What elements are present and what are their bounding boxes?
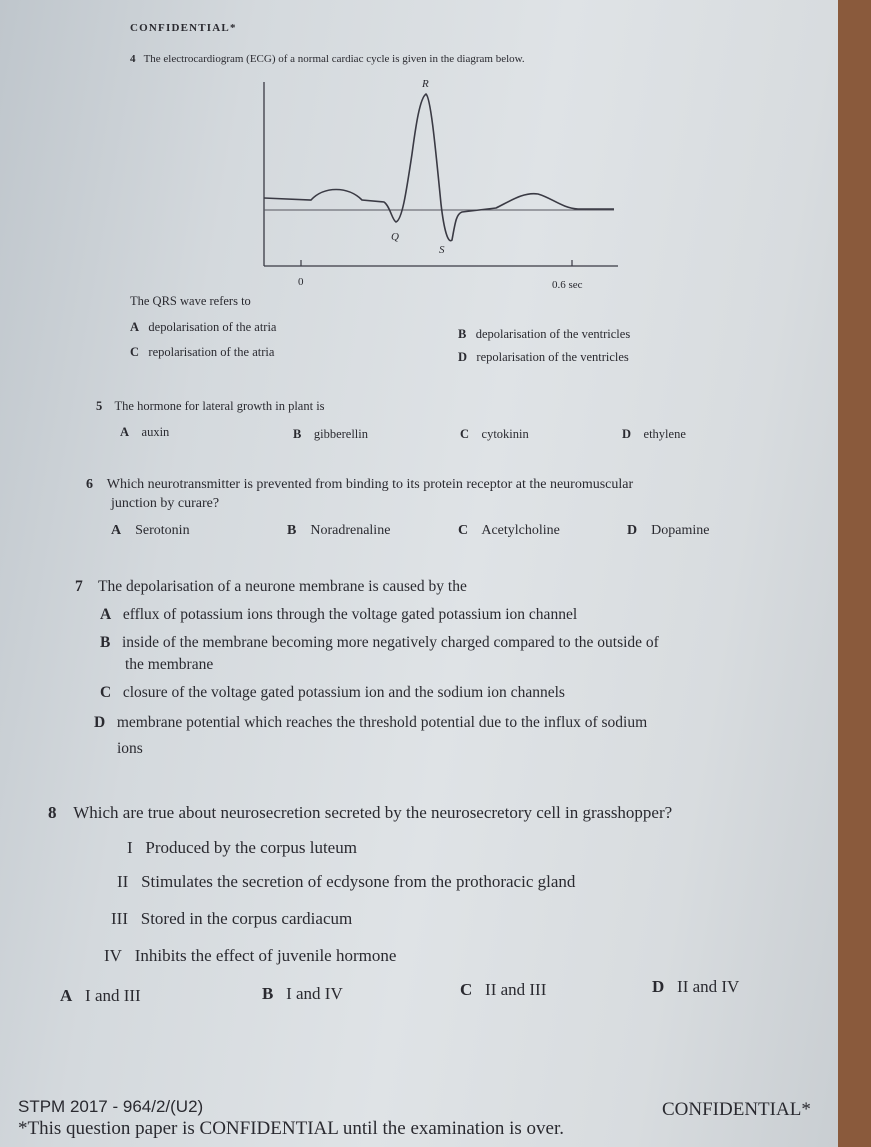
q8-statement-ii-text: Stimulates the secretion of ecdysone from the prothoracic gland bbox=[141, 872, 576, 891]
q6-option-b-text: Noradrenaline bbox=[310, 523, 391, 538]
q4-stem bbox=[130, 53, 525, 65]
q5-option-d-letter: D bbox=[622, 427, 632, 441]
q5-option-b-text: gibberellin bbox=[313, 427, 368, 441]
ecg-label-q: Q bbox=[391, 231, 399, 243]
ecg-tick-label-start: 0 bbox=[298, 276, 304, 288]
q4-option-a[interactable] bbox=[130, 320, 276, 335]
q7-option-c-text: closure of the voltage gated potassium ion and the sodium ion channels bbox=[122, 684, 565, 701]
q4-option-d-letter: D bbox=[458, 350, 468, 364]
q6-option-a-text: Serotonin bbox=[135, 523, 190, 538]
q5-option-d-text: ethylene bbox=[643, 427, 686, 441]
q6-option-a-letter: A bbox=[111, 523, 122, 538]
q8-statement-iii-numeral: III bbox=[111, 909, 128, 928]
ecg-trace bbox=[264, 94, 614, 241]
q8-option-d[interactable] bbox=[652, 977, 739, 997]
q7-option-d-line2: ions bbox=[117, 740, 143, 757]
q4-option-a-letter: A bbox=[130, 320, 140, 334]
ecg-diagram bbox=[256, 74, 626, 296]
q4-option-b-text: depolarisation of the ventricles bbox=[475, 327, 631, 341]
ecg-label-r: R bbox=[422, 78, 429, 90]
q4-option-c[interactable] bbox=[130, 345, 274, 360]
q4-option-b[interactable] bbox=[458, 327, 630, 342]
q8-statement-iii bbox=[111, 909, 352, 929]
q6-option-c-letter: C bbox=[458, 523, 469, 538]
q4-option-b-letter: B bbox=[458, 327, 467, 341]
q6-option-d-letter: D bbox=[627, 523, 638, 538]
q8-statement-iii-text: Stored in the corpus cardiacum bbox=[140, 909, 353, 928]
q4-option-d-text: repolarisation of the ventricles bbox=[476, 350, 629, 364]
q6-option-d-text: Dopamine bbox=[651, 523, 710, 538]
q5-option-b-letter: B bbox=[293, 427, 302, 441]
q4-option-a-text: depolarisation of the atria bbox=[148, 320, 277, 334]
q8-statement-iv-text: Inhibits the effect of juvenile hormone bbox=[134, 946, 397, 965]
q5-option-a-letter: A bbox=[120, 425, 130, 439]
q8-option-a[interactable] bbox=[60, 986, 141, 1006]
q8-statement-i-text: Produced by the corpus luteum bbox=[145, 838, 357, 857]
q7-option-d-letter: D bbox=[94, 714, 106, 731]
q6-option-b-letter: B bbox=[287, 523, 297, 538]
q6-number: 6 bbox=[86, 477, 93, 492]
q7-stem bbox=[75, 578, 467, 596]
q7-option-a-letter: A bbox=[100, 606, 112, 623]
footer-notice: *This question paper is CONFIDENTIAL until the examination is over. bbox=[18, 1118, 564, 1139]
ecg-label-s: S bbox=[439, 244, 445, 256]
q8-statement-i bbox=[127, 838, 357, 858]
q8-option-d-letter: D bbox=[652, 977, 665, 996]
q8-stem-text: Which are true about neurosecretion secreted by the neurosecretory cell in grasshopper? bbox=[73, 803, 673, 822]
q8-statement-iv bbox=[104, 946, 396, 966]
q8-option-a-letter: A bbox=[60, 986, 73, 1005]
q7-option-b[interactable] bbox=[100, 634, 659, 652]
q8-option-b[interactable] bbox=[262, 984, 343, 1004]
q8-statement-ii bbox=[117, 872, 575, 892]
q6-stem-line1 bbox=[86, 477, 633, 493]
q8-option-c[interactable] bbox=[460, 980, 546, 1000]
q6-option-b[interactable] bbox=[287, 523, 390, 539]
q8-option-d-text: II and IV bbox=[677, 977, 740, 996]
q5-option-c-letter: C bbox=[460, 427, 470, 441]
q7-number: 7 bbox=[75, 578, 83, 595]
q4-option-c-letter: C bbox=[130, 345, 140, 359]
q7-option-c[interactable] bbox=[100, 684, 565, 702]
q4-option-c-text: repolarisation of the atria bbox=[148, 345, 275, 359]
q5-stem-text: The hormone for lateral growth in plant is bbox=[114, 399, 325, 413]
q5-option-d[interactable] bbox=[622, 427, 686, 442]
q8-statement-i-numeral: I bbox=[127, 838, 133, 857]
q7-option-c-letter: C bbox=[100, 684, 112, 701]
q8-statement-iv-numeral: IV bbox=[104, 946, 122, 965]
q8-number: 8 bbox=[48, 803, 57, 822]
q4-number: 4 bbox=[130, 53, 136, 65]
header-confidential: CONFIDENTIAL* bbox=[130, 22, 237, 34]
q7-option-d[interactable] bbox=[94, 714, 647, 732]
ecg-tick-label-end: 0.6 sec bbox=[552, 279, 583, 291]
q7-option-a[interactable] bbox=[100, 606, 577, 624]
q7-option-b-letter: B bbox=[100, 634, 111, 651]
q8-option-c-letter: C bbox=[460, 980, 473, 999]
q8-option-b-text: I and IV bbox=[286, 984, 343, 1003]
q7-option-d-text: membrane potential which reaches the threshold potential due to the influx of sodium bbox=[116, 714, 648, 731]
q6-option-d[interactable] bbox=[627, 523, 709, 539]
q6-option-c[interactable] bbox=[458, 523, 560, 539]
q6-stem-text-1: Which neurotransmitter is prevented from binding to its protein receptor at the neuromuscular bbox=[106, 477, 634, 492]
q8-stem bbox=[48, 803, 672, 823]
q5-option-a[interactable] bbox=[120, 425, 169, 440]
q5-stem bbox=[96, 399, 325, 414]
q5-option-c[interactable] bbox=[460, 427, 529, 442]
q5-number: 5 bbox=[96, 399, 103, 413]
q7-option-b-text: inside of the membrane becoming more negatively charged compared to the outside of bbox=[121, 634, 659, 651]
q8-statement-ii-numeral: II bbox=[117, 872, 129, 891]
q5-option-b[interactable] bbox=[293, 427, 368, 442]
q4-question: The QRS wave refers to bbox=[130, 294, 251, 308]
footer-paper-code: STPM 2017 - 964/2/(U2) bbox=[18, 1097, 204, 1116]
q6-stem-line2: junction by curare? bbox=[111, 496, 220, 511]
q4-option-d[interactable] bbox=[458, 350, 629, 365]
q8-option-c-text: II and III bbox=[485, 980, 547, 999]
q8-option-a-text: I and III bbox=[85, 986, 141, 1005]
q5-option-a-text: auxin bbox=[141, 425, 170, 439]
q7-option-a-text: efflux of potassium ions through the voltage gated potassium ion channel bbox=[122, 606, 578, 623]
q8-option-b-letter: B bbox=[262, 984, 274, 1003]
q6-option-c-text: Acetylcholine bbox=[481, 523, 560, 538]
q4-stem-text: The electrocardiogram (ECG) of a normal cardiac cycle is given in the diagram below. bbox=[143, 53, 525, 65]
footer-confidential: CONFIDENTIAL* bbox=[662, 1099, 811, 1120]
q7-stem-text: The depolarisation of a neurone membrane is caused by the bbox=[97, 578, 467, 595]
q5-option-c-text: cytokinin bbox=[481, 427, 529, 441]
q6-option-a[interactable] bbox=[111, 523, 190, 539]
q7-option-b-line2: the membrane bbox=[125, 656, 214, 673]
